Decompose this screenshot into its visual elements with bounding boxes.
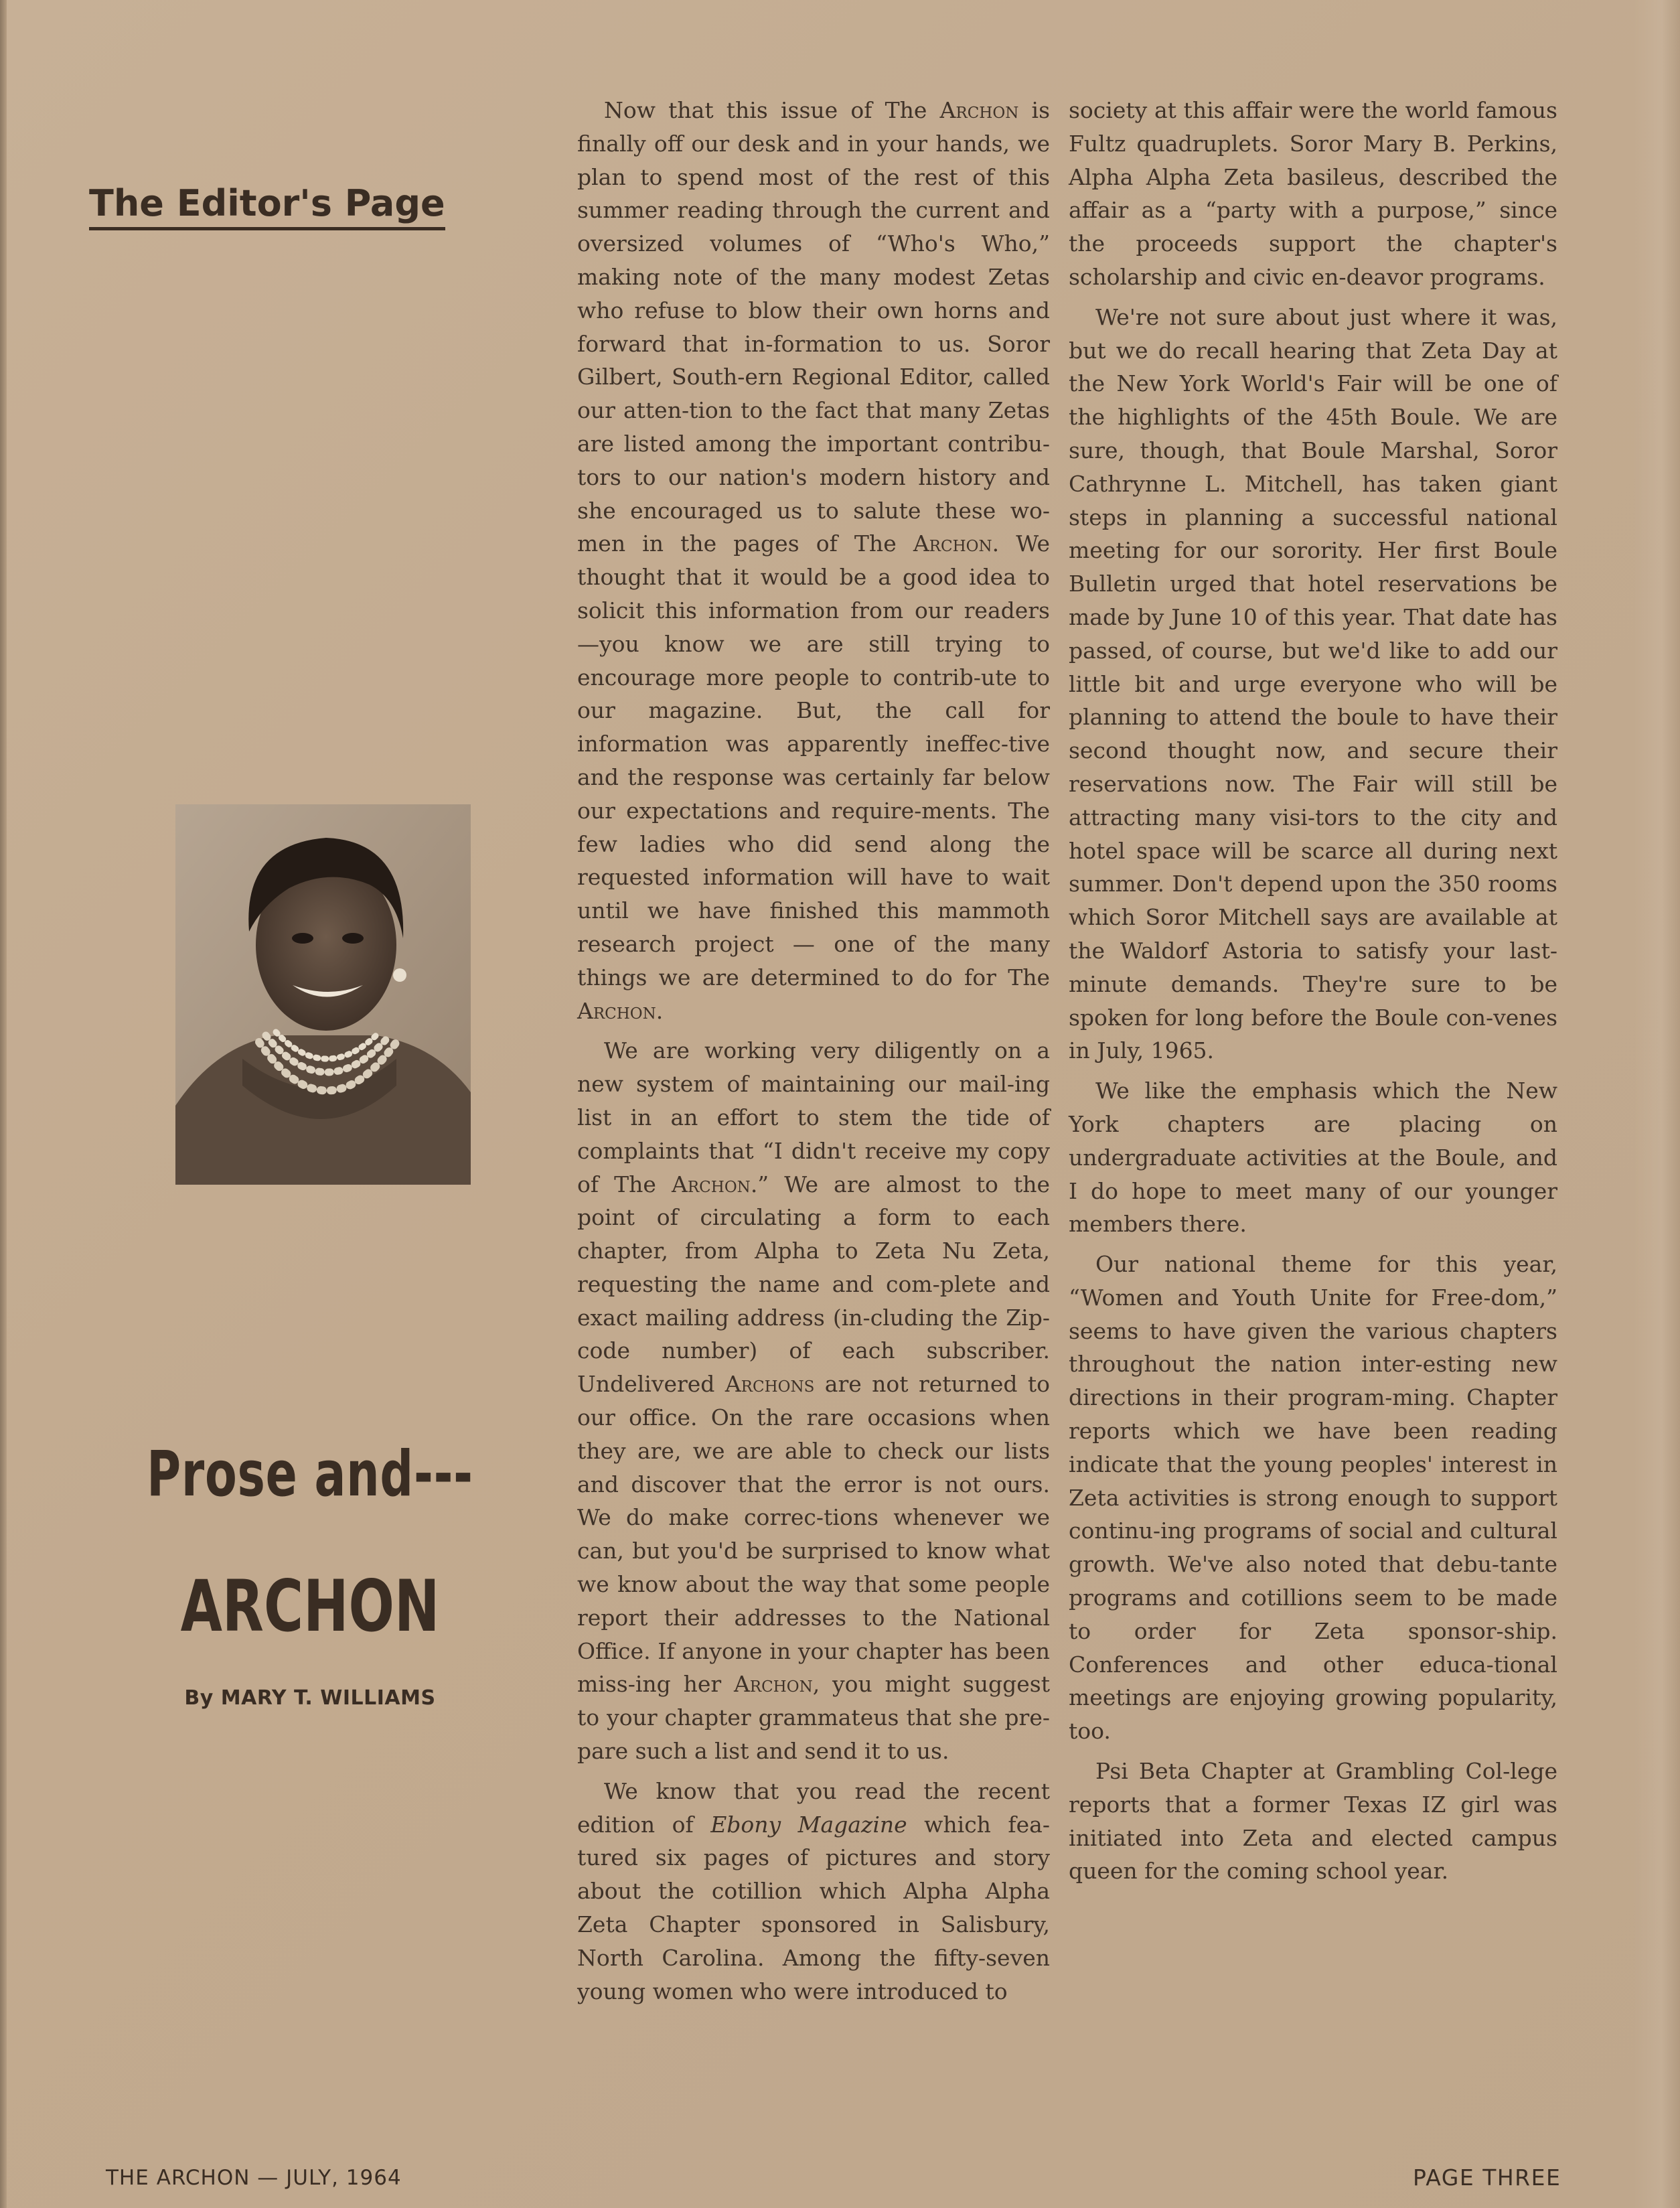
col2-paragraph-3: We like the emphasis which the New York chapters are placing on undergraduate activities at the Boule, and I do hope to meet many of our younger members there.: [1069, 1078, 1557, 1238]
footer-page-number: PAGE THREE: [1413, 2164, 1561, 2191]
article-title-line2: ARCHON: [180, 1565, 440, 1647]
col1-paragraph-3: We know that you read the recent edition of Ebony Magazine which fea-tured six pages of pictures and story about the cotillion which Alpha Alpha Zeta Chapter sponsored in Salisbury, North Carolina. Among the fifty-seven young women who were introduced to: [577, 1777, 1050, 2004]
col2-paragraph-2: We're not sure about just where it was, but we do recall hearing that Zeta Day at the New York World's Fair will be one of the highlights of the 45th Boule. We are sure, though, that Boule Marshal, Soror Cathrynne L. Mitchell, has taken giant steps in planning a successful national meeting for our sorority. Her first Boule Bulletin urged that hotel reservations be made by June 10 of this year. That date has passed, of course, but we'd like to add our little bit and urge everyone who will be planning to attend the boule to have their second thought now, and secure their reservations now. The Fair will still be attracting many visi-tors to the city and hotel space will be scarce all during next summer. Don't depend upon the 350 rooms which Soror Mitchell says are available at the Waldorf Astoria to satisfy your last-minute demands. They're sure to be spoken for long before the Boule con-venes in July, 1965.: [1069, 303, 1557, 1064]
col1-paragraph-1: Now that this issue of The Archon is finally off our desk and in your hands, we plan to spend most of the rest of this summer reading through the current and oversized volumes of “Who's Who,” making note of the many modest Zetas who refuse to blow their own horns and forward that in-formation to us. Soror Gilbert, South-ern Regional Editor, called our atten-tion to the fact that many Zetas are listed among the important contribu-tors to our nation's modern history and she encouraged us to salute these wo-men in the pages of The Archon. We thought that it would be a good idea to solicit this information from our readers—you know we are still trying to encourage more people to contrib-ute to our magazine. But, the call for information was apparently ineffec-tive and the response was certainly far below our expectations and require-ments. The few ladies who did send along the requested information will have to wait until we have finished this mammoth research project — one of the many things we are determined to do for The Archon.: [577, 97, 1051, 1024]
footer-publication: THE ARCHON — JULY, 1964: [106, 2166, 402, 2190]
author-portrait-photo: [175, 804, 471, 1185]
col2-paragraph-1: society at this affair were the world famous Fultz quadruplets. Soror Mary B. Perkins, Alpha Alpha Zeta basileus, described the affair as a “party with a purpose,” since the proceeds support the chapter's scholarship and civic en-deavor programs.: [1069, 97, 1557, 290]
col1-paragraph-2: We are working very diligently on a new system of maintaining our mail-ing list in an effort to stem the tide of complaints that “I didn't receive my copy of The Archon.” We are almost to the point of circulating a form to each chapter, from Alpha to Zeta Nu Zeta, requesting the name and com-plete and exact mailing address (in-cluding the Zip-code number) of each subscriber. Undelivered Archons are not returned to our office. On the rare occasions when they are, we are able to check our lists and discover that the error is not ours. We do make correc-tions whenever we can, but you'd be surprised to know what we know about the way that some people report their addresses to the National Office. If anyone in your chapter has been miss-ing her Archon, you might suggest to your chapter grammateus that she pre-pare such a list and send it to us.: [577, 1037, 1051, 1765]
text-column-1: [577, 94, 1050, 2008]
col2-paragraph-5: Psi Beta Chapter at Grambling Col-lege reports that a former Texas IZ girl was initiated into Zeta and elected campus queen for the coming school year.: [1069, 1758, 1557, 1885]
page-binding-edge: [0, 0, 7, 2208]
section-title: The Editor's Page: [89, 182, 445, 230]
portrait-illustration: [175, 804, 471, 1185]
article-title-line1: Prose and---: [147, 1438, 473, 1511]
text-column-2: [1069, 94, 1557, 1888]
col2-paragraph-4: Our national theme for this year, “Women and Youth Unite for Free-dom,” seems to have given the various chapters throughout the nation inter-esting new directions in their program-ming. Chapter reports which we have been reading indicate that the young peoples' interest in Zeta activities is strong enough to support continu-ing programs of social and cultural growth. We've also noted that debu-tante programs and cotillions seem to be made to order for Zeta sponsor-ship. Conferences and other educa-tional meetings are enjoying growing popularity, too.: [1069, 1251, 1557, 1745]
article-byline: By MARY T. WILLIAMS: [184, 1686, 436, 1710]
